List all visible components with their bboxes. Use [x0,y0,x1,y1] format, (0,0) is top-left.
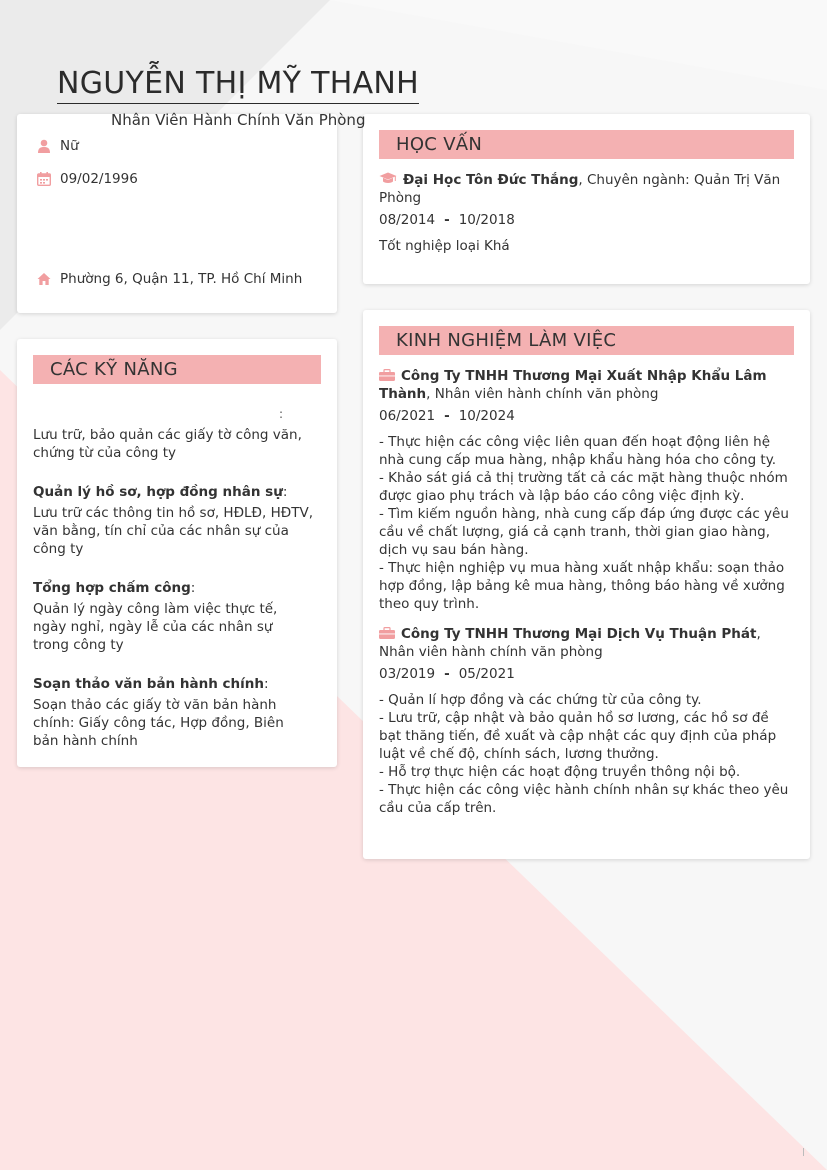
birthdate-value: 09/02/1996 [60,171,138,187]
skill-colon: : [278,407,283,421]
skill-title-text: Soạn thảo văn bản hành chính [33,676,264,692]
skill-description: Soạn thảo các giấy tờ văn bản hành chính: Giấy công tác, Hợp đồng, Biên bản hành chính [33,697,284,749]
duty-list [379,433,794,613]
job-title: Nhân Viên Hành Chính Văn Phòng [111,111,366,129]
education-dates [379,211,794,229]
date-separator: - [444,408,450,424]
address-row [37,271,302,287]
duty-item: - Quản lí hợp đồng và các chứng từ của công ty. [379,692,702,708]
address-value: Phường 6, Quận 11, TP. Hồ Chí Minh [60,271,303,287]
duty-list [379,691,794,817]
experience-entry [363,367,810,613]
experience-card [363,310,810,859]
duty-item: - Hỗ trợ thực hiện các hoạt động truyền thông nội bộ. [379,764,741,780]
skill-description: Quản lý ngày công làm việc thực tế, ngày nghỉ, ngày lễ của các nhân sự trong công ty [33,601,278,653]
skill-title-colon: : [263,676,269,692]
experience-section-title: KINH NGHIỆM LÀM VIỆC [379,326,794,355]
education-card [363,114,810,284]
experience-dates [379,407,794,425]
position: , Nhân viên hành chính văn phòng [379,626,761,660]
skill-title-text: Tổng hợp chấm công [33,580,191,596]
briefcase-icon [379,369,395,381]
date-separator: - [444,212,450,228]
date-separator: - [444,666,450,682]
gender-row [37,138,79,154]
skill-title-text: Quản lý hồ sơ, hợp đồng nhân sự [33,484,283,500]
page-corner-mark [803,1148,804,1156]
skill-title [33,675,321,693]
candidate-name: NGUYỄN THỊ MỸ THANH [57,66,419,104]
briefcase-icon [379,627,395,639]
skills-section-title: CÁC KỸ NĂNG [33,355,321,384]
skill-description: Lưu trữ, bảo quản các giấy tờ công văn, chứng từ của công ty [33,427,302,461]
skills-list [17,405,337,750]
skill-title [33,579,321,597]
gender-value: Nữ [60,138,79,154]
home-icon [37,272,51,286]
calendar-icon [37,172,51,186]
experience-entry [363,625,810,817]
duty-item: - Thực hiện các công việc liên quan đến hoạt động liên hệ nhà cung cấp mua hàng, nhập khẩu hàng hóa cho công ty. [379,434,777,468]
skills-card [17,339,337,767]
education-heading [379,171,794,207]
position: , Nhân viên hành chính văn phòng [426,386,659,402]
school-name: Đại Học Tôn Đức Thắng [403,172,579,188]
experience-end: 05/2021 [458,666,515,682]
experience-heading [379,367,794,403]
graduation-cap-icon [379,172,397,185]
duty-item: - Khảo sát giá cả thị trường tất cả các mặt hàng thuộc nhóm được giao phụ trách và lập báo cáo công việc định kỳ. [379,470,788,504]
skill-title-colon: : [282,484,288,500]
education-note: Tốt nghiệp loại Khá [379,238,510,254]
duty-item: - Tìm kiếm nguồn hàng, nhà cung cấp đáp ứng được các yêu cầu về chất lượng, giá cả cạnh tranh, thời gian giao hàng, dịch vụ sau bán hàng. [379,506,789,558]
skill-description: Lưu trữ các thông tin hồ sơ, HĐLĐ, HĐTV, văn bằng, tín chỉ của các nhân sự của công ty [33,505,313,557]
education-entry [363,171,810,255]
duty-item: - Thực hiện các công việc hành chính nhân sự khác theo yêu cầu của cấp trên. [379,782,789,816]
education-start: 08/2014 [379,212,436,228]
major: , Chuyên ngành: Quản Trị Văn Phòng [379,172,781,206]
company-name: Công Ty TNHH Thương Mại Xuất Nhập Khẩu Lâm Thành [379,368,767,402]
birthdate-row [37,171,138,187]
experience-start: 03/2019 [379,666,436,682]
skill-title [33,483,321,501]
experience-heading [379,625,794,661]
education-section-title: HỌC VẤN [379,130,794,159]
education-end: 10/2018 [458,212,515,228]
duty-item: - Thực hiện nghiệp vụ mua hàng xuất nhập khẩu: soạn thảo hợp đồng, lập bảng kê mua hàng, thông báo hàng về xưởng theo quy trình. [379,560,785,612]
duty-item: - Lưu trữ, cập nhật và bảo quản hồ sơ lương, các hồ sơ đề bạt thăng tiến, đề xuất và cập nhật các quy định của pháp luật về chế độ, chính sách, lương thưởng. [379,710,777,762]
experience-start: 06/2021 [379,408,436,424]
skill-title-colon: : [190,580,196,596]
user-icon [37,139,51,153]
company-name: Công Ty TNHH Thương Mại Dịch Vụ Thuận Phát [401,626,757,642]
personal-info-card [17,114,337,313]
experience-end: 10/2024 [458,408,515,424]
experience-dates [379,665,794,683]
